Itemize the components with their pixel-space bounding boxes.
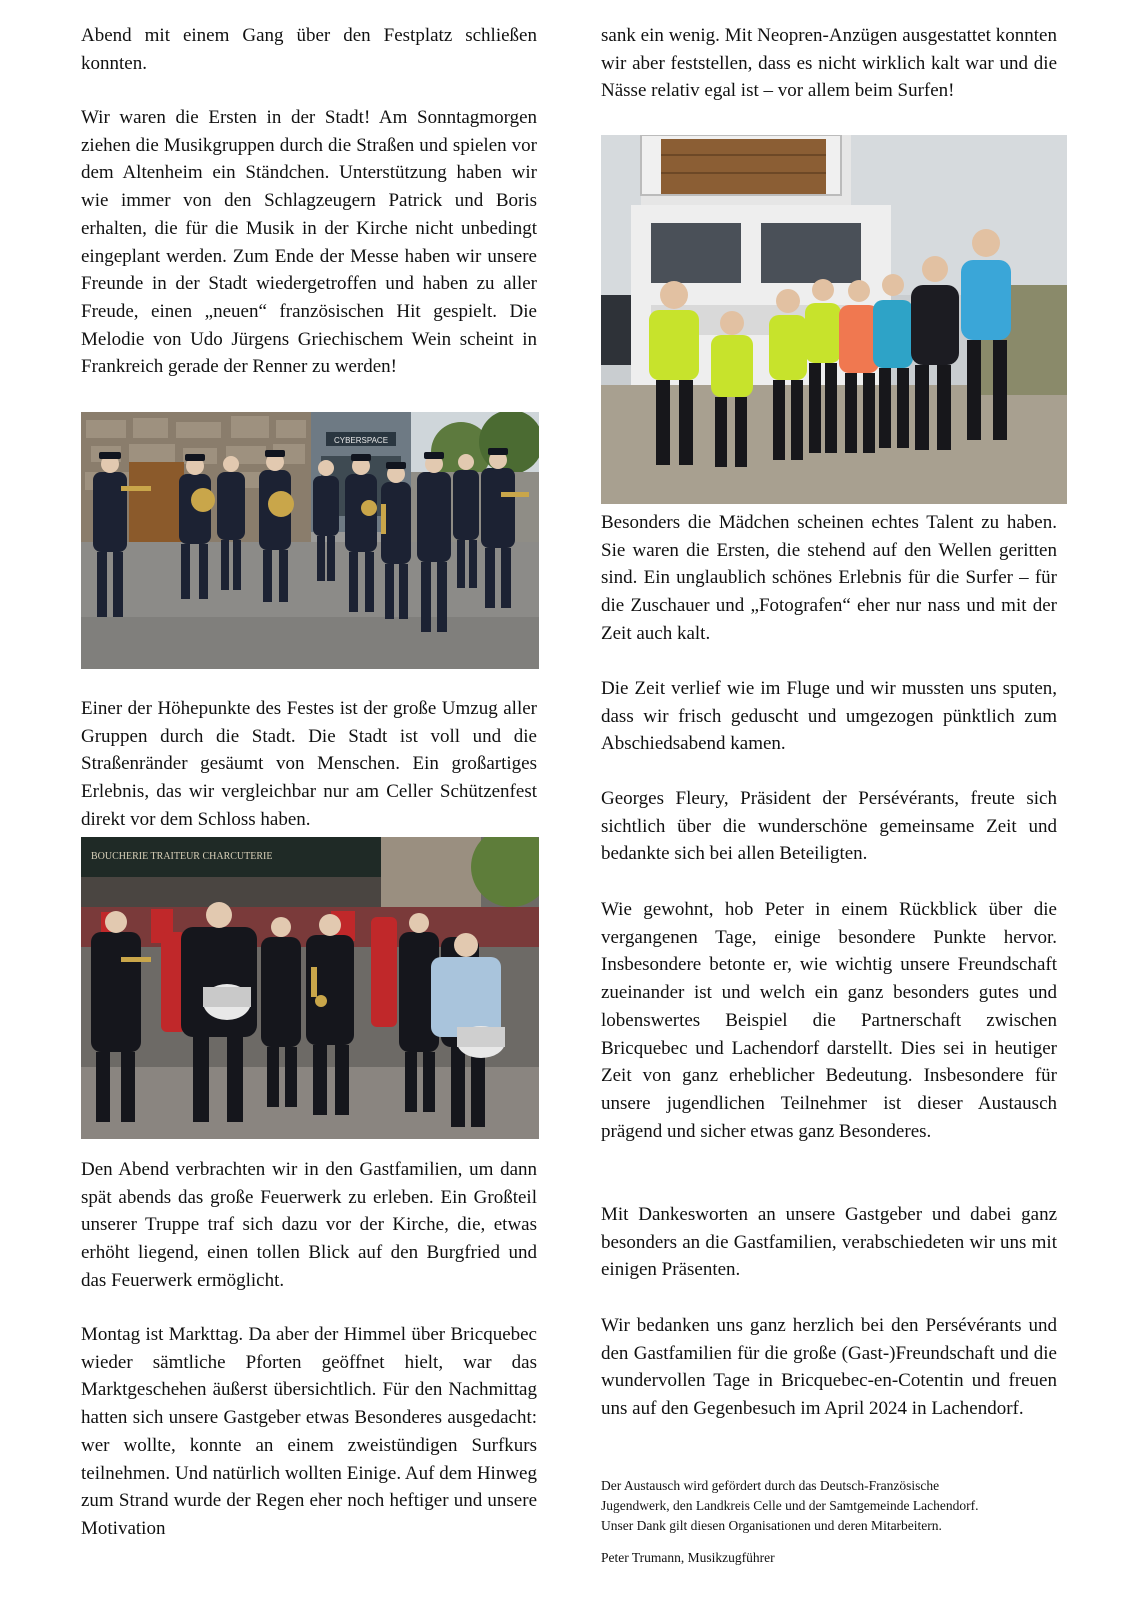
footnote-line: Der Austausch wird gefördert durch das Deutsch-Französische [601,1478,940,1493]
paragraph-festplatz: Abend mit einem Gang über den Festplatz schließen konnten. [81,25,537,74]
photo-surfers [601,135,1067,504]
paragraph-sonntagmorgen: Wir waren die Ersten in der Stadt! Am Sonntagmorgen ziehen die Musikgruppen durch die Straßen und spielen vor dem Altenheim ein Ständchen. Unterstützung haben wir wie immer von den Schlagzeugern Patrick und Boris erhalten, die für die Musik in der Kirche nicht unbedingt eingeplant werden. Zum Ende der Messe haben wir unsere Freunde in der Stadt wiedergetroffen und haben zu aller Freude, einen „neuen“ französischen Hit gespielt. Die Melodie von Udo Jürgens Griechischem Wein scheint in Frankreich gerade der Renner zu werden! [81,107,537,378]
paragraph-maedchen: Besonders die Mädchen scheinen echtes Talent zu haben. Sie waren die Ersten, die stehend auf den Wellen geritten sind. Ein unglaublich schönes Erlebnis für die Surfer – für die Zuschauer und „Fotografen“ eher nur nass und mit der Zeit auch kalt. [601,512,1057,644]
signature: Peter Trumann, Musikzugführer [601,1550,775,1565]
photo-band-street [81,412,539,669]
storefront-sign-text: BOUCHERIE TRAITEUR CHARCUTERIE [91,851,273,862]
shop-sign-text: CYBERSPACE [333,436,389,445]
paragraph-bedanken: Wir bedanken uns ganz herzlich bei den Persévérants und den Gastfamilien für die große (Gast-)Freundschaft und die wundervollen Tage in Bricquebec-en-Cotentin und freuen uns auf den Gegenbesuch im April 2024 in Lachendorf. [601,1315,1057,1420]
paragraph-neopren: sank ein wenig. Mit Neopren-Anzügen ausgestattet konnten wir aber feststellen, dass es nicht wirklich kalt war und die Nässe relativ egal ist – vor allem beim Surfen! [601,25,1057,102]
paragraph-georges-fleury: Georges Fleury, Präsident der Persévérants, freute sich sichtlich über die wunderschöne gemeinsame Zeit und bedankte sich bei allen Beteiligten. [601,788,1057,865]
footnote [601,1476,1057,1536]
footnote-line: Jugendwerk, den Landkreis Celle und der Samtgemeinde Lachendorf. [601,1498,979,1513]
paragraph-umzug: Einer der Höhepunkte des Festes ist der große Umzug aller Gruppen durch die Stadt. Die Stadt ist voll und die Straßenränder gesäumt von Menschen. Ein großartiges Erlebnis, das wir vergleichbar nur am Celler Schützenfest direkt vor dem Schloss haben. [81,698,537,830]
paragraph-zeit: Die Zeit verlief wie im Fluge und wir mussten uns sputen, dass wir frisch geduscht und umgezogen pünktlich zum Abschiedsabend kamen. [601,678,1057,755]
paragraph-markttag: Montag ist Markttag. Da aber der Himmel über Bricquebec wieder sämtliche Pforten geöffnet hielt, war das Marktgeschehen äußerst übersichtlich. Für den Nachmittag hatten sich unsere Gastgeber etwas Besonderes ausgedacht: wer wollte, konnte an einem zweistündigen Surfkurs teilnehmen. Und natürlich wollten Einige. Auf dem Hinweg zum Strand wurde der Regen eher noch heftiger und unsere Motivation [81,1324,537,1539]
paragraph-rueckblick: Wie gewohnt, hob Peter in einem Rückblick über die vergangenen Tage, einige besondere Punkte hervor. Insbesondere betonte er, wie wichtig unsere Freundschaft zueinander ist und welch ein ganz besonders gutes und lobenswertes Beispiel die Partnerschaft zwischen Bricquebec und Lachendorf darstellt. Dies sei in heutiger Zeit von ganz erheblicher Bedeutung. Insbesondere für unsere jugendlichen Teilnehmer ist dieser Austausch prägend und sicher etwas ganz Besonderes. [601,899,1057,1142]
photo-parade [81,837,539,1139]
footnote-line: Unser Dank gilt diesen Organisationen und deren Mitarbeitern. [601,1518,942,1533]
paragraph-feuerwerk: Den Abend verbrachten wir in den Gastfamilien, um dann spät abends das große Feuerwerk zu erleben. Ein Großteil unserer Truppe traf sich dazu vor der Kirche, die, etwas erhöht liegend, einen tollen Blick auf den Burgfried und das Feuerwerk ermöglicht. [81,1159,537,1291]
paragraph-dankesworte: Mit Dankesworten an unsere Gastgeber und dabei ganz besonders an die Gastfamilien, verabschiedeten wir uns mit einigen Präsenten. [601,1204,1057,1281]
